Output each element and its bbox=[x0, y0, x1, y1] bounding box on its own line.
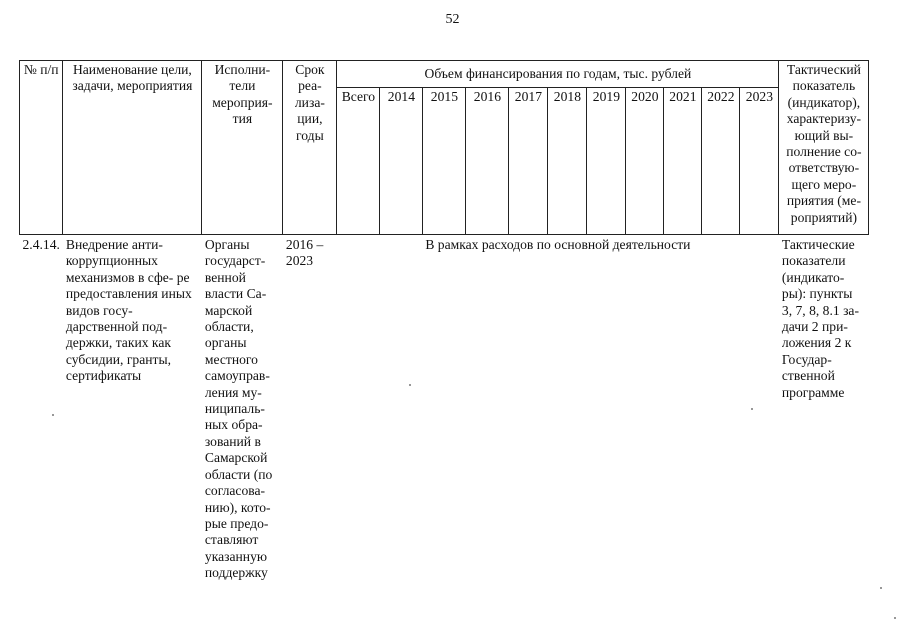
row-name: Внедрение анти- коррупционных механизмов в сфе- ре предоставления иных видов госу- дарственной под- держки, таких как субсидии, гранты, сертификаты bbox=[65, 237, 192, 384]
row-indicator: Тактические показатели (индикато- ры): пункты 3, 7, 8, 8.1 за- дачи 2 при- ложения 2 к Государ- ственной программе bbox=[781, 237, 859, 400]
header-year-2022: 2022 bbox=[702, 88, 740, 235]
row-term: 2016 – 2023 bbox=[285, 237, 324, 269]
header-year-2018: 2018 bbox=[548, 88, 587, 235]
scan-speck bbox=[894, 617, 896, 619]
header-term: Срок реа- лиза- ции, годы bbox=[283, 61, 337, 235]
header-year-2017: 2017 bbox=[509, 88, 548, 235]
header-year-2016: 2016 bbox=[466, 88, 509, 235]
header-year-2021: 2021 bbox=[664, 88, 702, 235]
page-number: 52 bbox=[445, 12, 460, 27]
scan-speck bbox=[880, 587, 882, 589]
header-year-2023: 2023 bbox=[740, 88, 779, 235]
scan-speck bbox=[409, 384, 411, 386]
row-num: 2.4.14. bbox=[22, 237, 60, 252]
scan-speck bbox=[751, 408, 753, 410]
header-year-2014: 2014 bbox=[380, 88, 423, 235]
header-year-2019: 2019 bbox=[587, 88, 626, 235]
header-indicator: Тактический показатель (индикатор), характеризу- ющий вы- полнение со- ответствую- щего меро- приятия (ме- роприятий) bbox=[779, 61, 869, 235]
header-executors: Исполни- тели мероприя- тия bbox=[202, 61, 283, 235]
header-year-total: Всего bbox=[337, 88, 380, 235]
header-name: Наименование цели, задачи, мероприятия bbox=[63, 61, 202, 235]
financing-table bbox=[19, 60, 869, 584]
header-funding: Объем финансирования по годам, тыс. рублей bbox=[337, 61, 779, 88]
row-funding-note: В рамках расходов по основной деятельности bbox=[425, 237, 691, 252]
row-executors: Органы государст- венной власти Са- марской области, органы местного самоуправ- ления му- ниципаль- ных обра- зований в Самарской области (по согласова- нию), кото- рые предо- ставляют указанную поддержку bbox=[204, 237, 273, 581]
header-year-2020: 2020 bbox=[626, 88, 664, 235]
header-year-2015: 2015 bbox=[423, 88, 466, 235]
table-row bbox=[20, 235, 869, 584]
header-num: № п/п bbox=[20, 61, 63, 235]
scan-speck bbox=[52, 414, 54, 416]
